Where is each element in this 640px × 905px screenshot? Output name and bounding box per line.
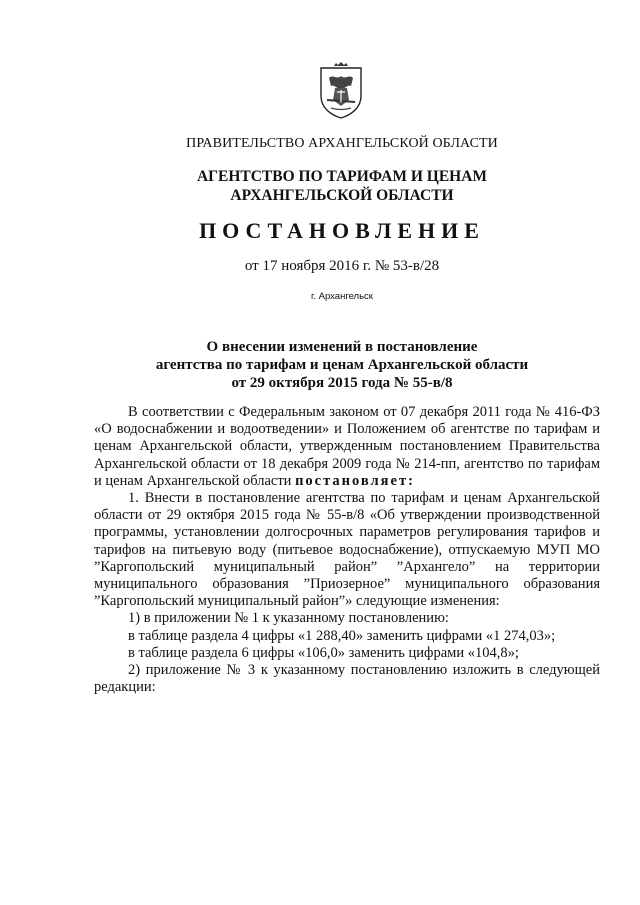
document-type: ПОСТАНОВЛЕНИЕ xyxy=(199,218,485,243)
intro-text: В соответствии с Федеральным законом от 07 декабря 2011 года № 416-ФЗ «О водоснабжении и водоотведении» и Положением об агентстве по тарифам и ценам Архангельской области, утвержденным постановлением Правительства Архангельской области от 18 декабря 2009 года № 214-пп, агентство по тарифам и ценам Архангельской области xyxy=(94,404,600,489)
document-body xyxy=(94,404,600,696)
intro-paragraph xyxy=(94,404,600,490)
decree-word: постановляет: xyxy=(295,472,415,489)
agency-name-line-1: АГЕНТСТВО ПО ТАРИФАМ И ЦЕНАМ xyxy=(196,168,488,185)
document-date-number: от 17 ноября 2016 г. № 53-в/28 xyxy=(244,258,440,274)
item-1-paragraph: 1. Внести в постановление агентства по тарифам и ценам Архангельской области от 29 октября 2015 года № 55-в/8 «Об утверждении производственной программы, установлении долгосрочных параметров регулирования тарифов и тарифов на питьевую воду (питьевое водоснабжение), отпускаемую МУП МО ”Каргопольский муниципальный район” ”Архангело” на территории муниципального образования ”Приозерное” муниципального образования ”Каргопольский муниципальный район”» следующие изменения: xyxy=(94,490,600,610)
agency-name xyxy=(22,167,640,205)
document-city: г. Архангельск xyxy=(311,291,373,302)
sub-item-1: 1) в приложении № 1 к указанному постановлению: xyxy=(128,610,449,627)
sub-item-1b: в таблице раздела 6 цифры «106,0» заменить цифрами «104,8»; xyxy=(128,644,519,661)
coat-of-arms-icon xyxy=(317,62,365,120)
subject-line-3: от 29 октября 2015 года № 55-в/8 xyxy=(231,375,453,391)
subject-line-1: О внесении изменений в постановление xyxy=(206,339,478,355)
sub-item-1a: в таблице раздела 4 цифры «1 288,40» заменить цифрами «1 274,03»; xyxy=(128,627,556,644)
document-subject xyxy=(22,338,640,392)
agency-name-line-2: АРХАНГЕЛЬСКОЙ ОБЛАСТИ xyxy=(230,187,454,204)
government-name: ПРАВИТЕЛЬСТВО АРХАНГЕЛЬСКОЙ ОБЛАСТИ xyxy=(186,136,498,151)
sub-item-2: 2) приложение № 3 к указанному постановлению изложить в следующей редакции: xyxy=(94,662,600,696)
subject-line-2: агентства по тарифам и ценам Архангельской области xyxy=(155,357,529,373)
